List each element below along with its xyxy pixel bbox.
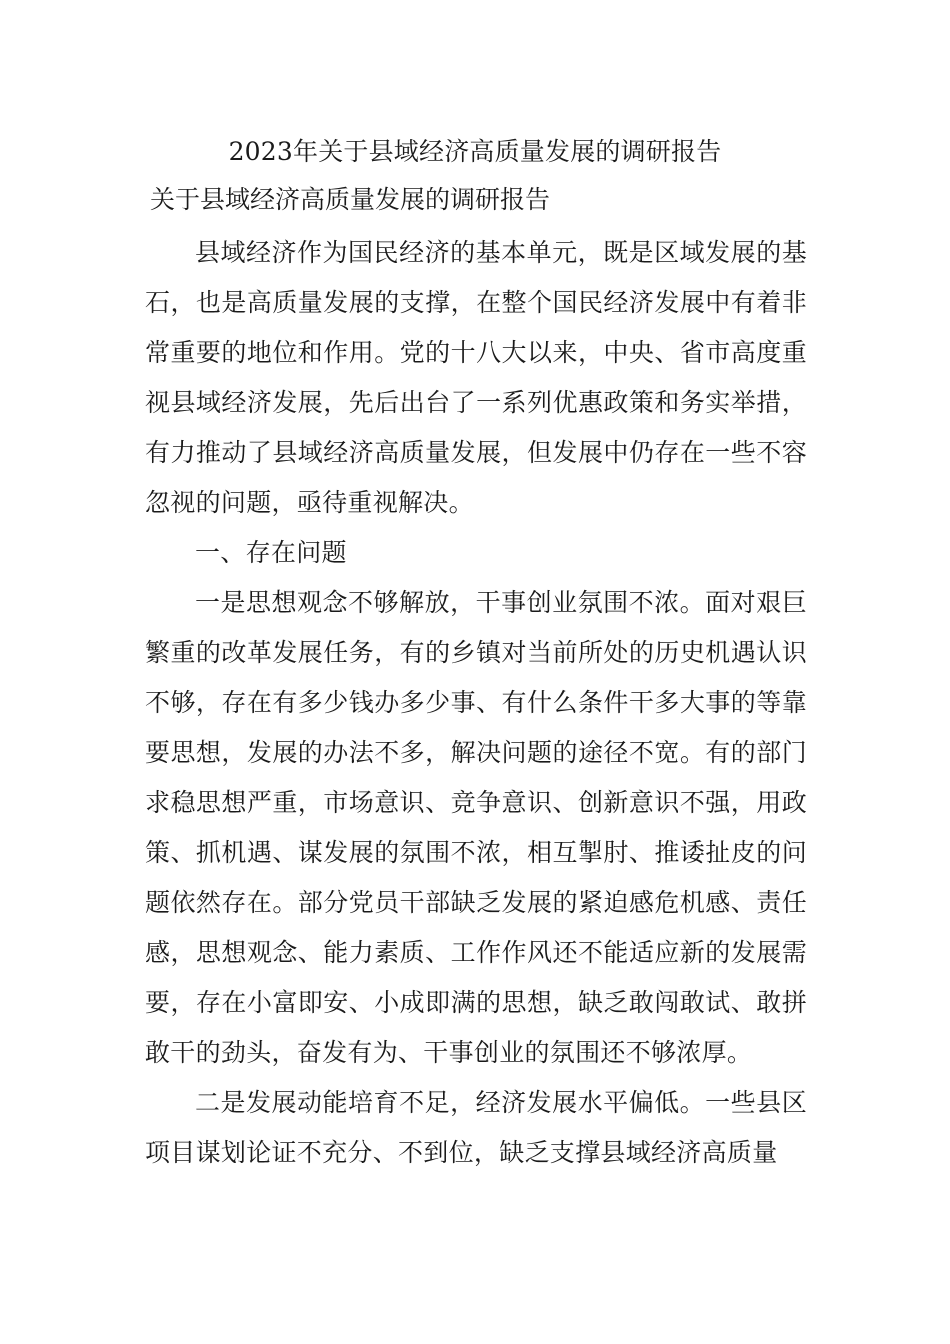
document-subtitle: 关于县域经济高质量发展的调研报告 xyxy=(150,185,551,214)
paragraph-problem-one: 一是思想观念不够解放，干事创业氛围不浓。面对艰巨繁重的改革发展任务，有的乡镇对当前所处的历史机遇认识不够，存在有多少钱办多少事、有什么条件干多大事的等靠要思想，发展的办法不多，解决问题的途径不宽。有的部门求稳思想严重，市场意识、竞争意识、创新意识不强，用政策、抓机遇、谋发展的氛围不浓，相互掣肘、推诿扯皮的问题依然存在。部分党员干部缺乏发展的紧迫感危机感、责任感，思想观念、能力素质、工作作风还不能适应新的发展需要，存在小富即安、小成即满的思想，缺乏敢闯敢试、敢拼敢干的劲头，奋发有为、干事创业的氛围还不够浓厚。 xyxy=(145,588,807,1067)
paragraph-problem-two: 二是发展动能培育不足，经济发展水平偏低。一些县区项目谋划论证不充分、不到位，缺乏支撑县域经济高质量 xyxy=(145,1088,807,1167)
document-title: 2023年关于县域经济高质量发展的调研报告 xyxy=(228,137,722,166)
document-body xyxy=(145,228,807,1178)
section-heading-problems: 一、存在问题 xyxy=(195,538,347,567)
paragraph-intro: 县域经济作为国民经济的基本单元，既是区域发展的基石，也是高质量发展的支撑，在整个国民经济发展中有着非常重要的地位和作用。党的十八大以来，中央、省市高度重视县域经济发展，先后出台了一系列优惠政策和务实举措，有力推动了县域经济高质量发展，但发展中仍存在一些不容忽视的问题，亟待重视解决。 xyxy=(145,238,807,517)
